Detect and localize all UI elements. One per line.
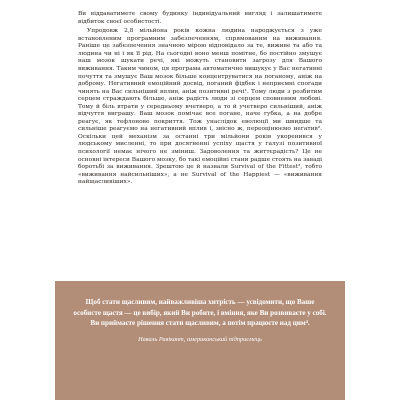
quote-box (55, 281, 345, 400)
quote-text: Щоб стати щасливим, найважливіша хитрість — усвідомити, що Ваше особисте щастя — це вибір, який Ви робите, і вміння, яке Ви розвиваєте у собі. Ви приймаєте рішення стати щасливим, а потім працюєте над цим⁴. (73, 298, 327, 328)
paragraph-main: Упродовж 2,8 мільйона років кожна людина народжується з уже встановленим програмним забезпеченням, спрямованим на виживання. Раніше це забезпечення значною мірою відповідало за те, виживе та або та людина чи ні і як її рід. На сьогодні воно менш помітне, бо постійно змушує наш мозок шукати речі, які можуть становити загрозу для Вашого виживання. Таким чином, ця програма автоматично вишукує у Вас негативні почуття та змушує Ваш мозок більше концентруватися на поганому, аніж на доброму. Негативний емоційний досвід, поганий фідбек і неприємні спогади чинять на Вас сильніший вплив, аніж позитивні речі¹. Тому люди з розбитим серцем страждають більше, аніж радість люди зі серцем сповненим любові. Тому й біль втрати у середньому вчетверо, а то й учетверо сильніший, аніж відчуття виграшу. Ваш мозок помічає все погане, наче губка, а на добре реагує, як тефлонове покриття. Тож унаслідок еволюції ми швидше та сильніше реагуємо на негативний вплив і, звісно ж, переоцінюємо негатив². Оскільки цей механізм за останні три мільйони років укоренився у людському мисленні, то при досягненні успіху щастя у галузі позитивної психології немає нічого не зміниш. Задоволення та життєрадість? Це не основні інтереси Вашого мозку, бо такі емоційні стани радше стоять на заваді боротьбі за виживання. Зрештою це й назвали Survival of the Fittest³, тобто «виживання найсильніших», а не Survival of the Happiest — «виживання найщасливіших». (78, 28, 323, 186)
paragraph-intro: Ви віддаватимете свому будинку індивідуальний вигляд і залишатимете відбиток своєї особистості. (78, 11, 322, 25)
body-text (78, 11, 322, 187)
quote-author: Наваль Равікант, американський підприємець (138, 335, 262, 343)
